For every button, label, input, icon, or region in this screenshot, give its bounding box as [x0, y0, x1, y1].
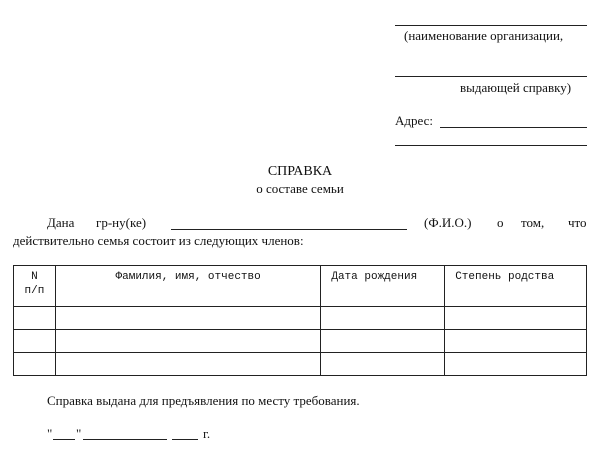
address-line — [440, 127, 587, 128]
about-word: о — [497, 215, 504, 230]
given-word: Дана — [47, 215, 75, 230]
issuer-caption: выдающей справку) — [460, 80, 572, 95]
what-word: что — [568, 215, 587, 230]
header-full-name: Фамилия, имя, отчество — [55, 266, 320, 307]
date-quote-open: " — [47, 426, 53, 441]
date-day-line — [53, 439, 75, 440]
citizen-word: гр-ну(ке) — [96, 215, 147, 230]
address-line-2 — [395, 145, 587, 146]
table-cell — [321, 307, 445, 330]
body-second-line: действительно семья состоит из следующих членов: — [13, 233, 304, 248]
table-cell — [55, 307, 320, 330]
date-quote-close: " — [76, 426, 82, 441]
address-label: Адрес: — [395, 113, 433, 128]
table-cell — [445, 307, 587, 330]
fio-caption: (Ф.И.О.) — [424, 215, 472, 230]
that-word: том, — [521, 215, 545, 230]
year-suffix: г. — [203, 426, 211, 441]
fio-line — [171, 229, 407, 230]
table-cell — [55, 330, 320, 353]
header-number: N п/п — [14, 266, 56, 307]
org-name-line — [395, 25, 587, 26]
table-cell — [445, 353, 587, 376]
header-relation: Степень родства — [445, 266, 587, 307]
date-year-line — [172, 439, 198, 440]
table-cell — [14, 353, 56, 376]
table-cell — [55, 353, 320, 376]
table-cell — [445, 330, 587, 353]
document-title: СПРАВКА — [267, 164, 333, 179]
table-cell — [14, 330, 56, 353]
table-row — [14, 330, 587, 353]
issued-for-text: Справка выдана для предъявления по месту требования. — [47, 393, 360, 408]
table-cell — [321, 353, 445, 376]
table-row — [14, 307, 587, 330]
family-members-table — [13, 265, 587, 376]
table-cell — [14, 307, 56, 330]
table-row — [14, 353, 587, 376]
table-header-row — [14, 266, 587, 307]
issuer-line — [395, 76, 587, 77]
document-subtitle: о составе семьи — [256, 181, 344, 196]
date-month-line — [83, 439, 167, 440]
table-cell — [321, 330, 445, 353]
header-birth-date: Дата рождения — [321, 266, 445, 307]
org-name-caption: (наименование организации, — [404, 28, 564, 43]
